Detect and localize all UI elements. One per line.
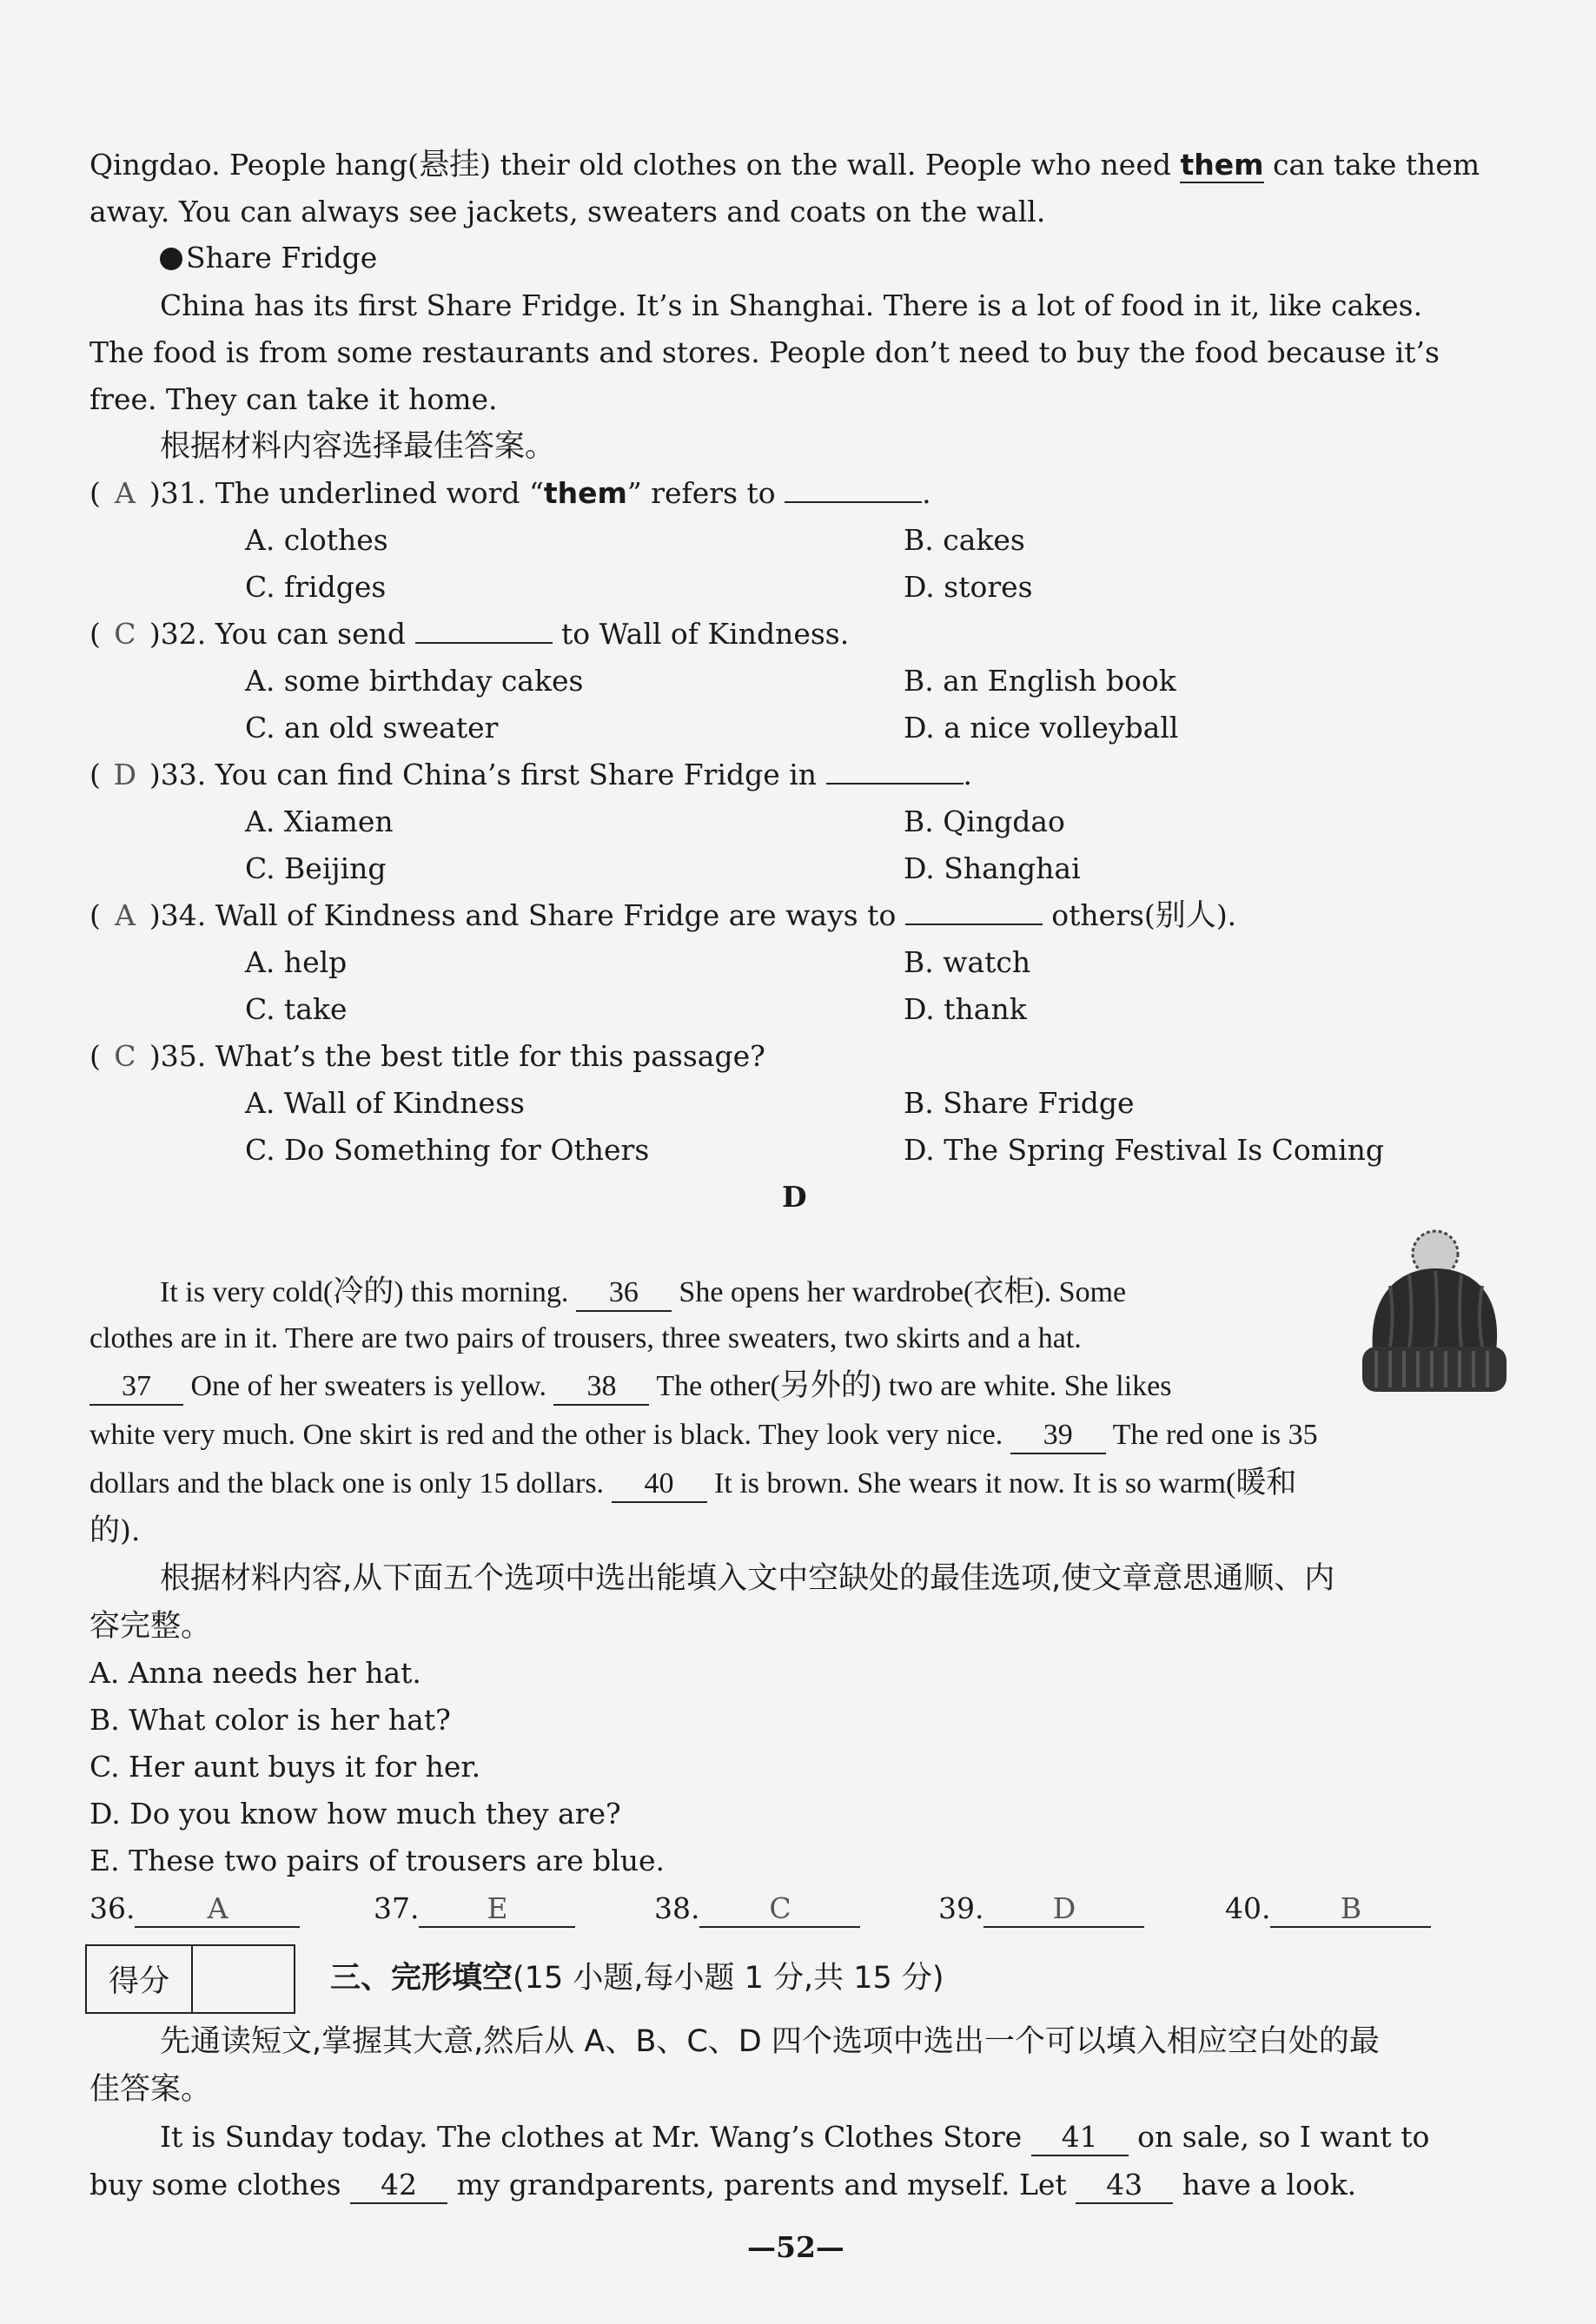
option: C. an old sweater: [245, 711, 499, 745]
option: A. Wall of Kindness: [245, 1086, 525, 1120]
passage-line: away. You can always see jackets, sweaters and coats on the wall.: [89, 195, 1046, 228]
blank-37: 37: [89, 1369, 183, 1406]
option-d: A. Anna needs her hat.: [89, 1656, 421, 1690]
option: D. The Spring Festival Is Coming: [904, 1133, 1385, 1167]
section-d-title: D: [782, 1180, 807, 1214]
option: C. Beijing: [245, 851, 387, 885]
blank-36: 36: [576, 1275, 672, 1312]
passage-line: Qingdao. People hang(悬挂) their old clothes on the wall. People who need them can take them: [89, 148, 1480, 182]
option: D. thank: [904, 992, 1027, 1026]
option: B. an English book: [904, 664, 1176, 698]
instruction-d: 根据材料内容,从下面五个选项中选出能填入文中空缺处的最佳选项,使文章意思通顺、内: [160, 1561, 1335, 1596]
option: B. cakes: [904, 523, 1025, 557]
score-label: 得分: [87, 1946, 193, 2012]
bullet-icon: [160, 248, 182, 270]
question-34: ( A )34. Wall of Kindness and Share Fridge are ways to others(别人).: [89, 898, 1237, 933]
option: D. a nice volleyball: [904, 711, 1179, 745]
option: D. stores: [904, 570, 1033, 604]
passage-line: free. They can take it home.: [89, 382, 498, 416]
option-d: C. Her aunt buys it for her.: [89, 1750, 481, 1784]
option: D. Shanghai: [904, 851, 1081, 885]
option: B. watch: [904, 945, 1031, 979]
instruction-c: 根据材料内容选择最佳答案。: [160, 429, 556, 464]
passage-d-line: dollars and the black one is only 15 dollars. 40 It is brown. She wears it now. It is so warm(暖和: [89, 1460, 1296, 1507]
option: B. Share Fridge: [904, 1086, 1135, 1120]
answer-blank: [785, 501, 922, 503]
passage-d-line: 37 One of her sweaters is yellow. 38 The other(另外的) two are white. She likes: [89, 1362, 1171, 1410]
answer-blank: [826, 783, 964, 785]
blank-39: 39: [1010, 1418, 1106, 1454]
question-32: ( C )32. You can send to Wall of Kindness.: [89, 617, 850, 651]
passage-d-line: clothes are in it. There are two pairs of trousers, three sweaters, two skirts and a hat.: [89, 1322, 1082, 1354]
blank-40: 40: [612, 1467, 707, 1503]
option: A. help: [245, 945, 348, 979]
score-field[interactable]: [193, 1946, 294, 2012]
score-box: [85, 1944, 295, 2014]
option: A. Xiamen: [245, 804, 394, 838]
option: C. take: [245, 992, 348, 1026]
question-31: ( A )31. The underlined word “them” refers to .: [89, 476, 931, 510]
passage-d-line: white very much. One skirt is red and the other is black. They look very nice. 39 The red one is 35: [89, 1412, 1318, 1459]
question-33: ( D )33. You can find China’s first Share Fridge in .: [89, 758, 973, 791]
answer-37: 37. E: [374, 1885, 575, 1932]
passage-3-line: It is Sunday today. The clothes at Mr. Wang’s Clothes Store 41 on sale, so I want to: [160, 2114, 1429, 2161]
question-35: ( C )35. What’s the best title for this passage?: [89, 1039, 765, 1073]
answer-blank: [415, 642, 553, 644]
option: C. Do Something for Others: [245, 1133, 650, 1167]
share-fridge-heading: Share Fridge: [160, 235, 377, 281]
blank-42: 42: [350, 2168, 447, 2204]
option-d: B. What color is her hat?: [89, 1703, 451, 1737]
option: C. fridges: [245, 570, 387, 604]
option-d: E. These two pairs of trousers are blue.: [89, 1844, 666, 1877]
option: A. some birthday cakes: [245, 664, 584, 698]
blank-38: 38: [553, 1369, 649, 1406]
page-number: —52—: [747, 2230, 844, 2264]
passage-3-line: buy some clothes 42 my grandparents, parents and myself. Let 43 have a look.: [89, 2162, 1356, 2208]
instruction-3: 先通读短文,掌握其大意,然后从 A、B、C、D 四个选项中选出一个可以填入相应空白处的最: [160, 2024, 1380, 2059]
blank-43: 43: [1076, 2168, 1173, 2204]
instruction-d: 容完整。: [89, 1609, 212, 1644]
answer-39: 39. D: [938, 1885, 1144, 1932]
underlined-them: them: [1180, 148, 1264, 182]
instruction-3: 佳答案。: [89, 2072, 212, 2107]
option: A. clothes: [245, 523, 388, 557]
passage-d-line: It is very cold(冷的) this morning. 36 She opens her wardrobe(衣柜). Some: [160, 1268, 1126, 1316]
section-3-heading: 三、完形填空(15 小题,每小题 1 分,共 15 分): [330, 1961, 944, 1996]
answer-blank: [905, 924, 1043, 925]
passage-line: The food is from some restaurants and stores. People don’t need to buy the food because it’s: [89, 335, 1440, 369]
answer-40: 40. B: [1225, 1885, 1431, 1932]
option: B. Qingdao: [904, 804, 1065, 838]
passage-line: China has its first Share Fridge. It’s in Shanghai. There is a lot of food in it, like cakes.: [160, 288, 1423, 322]
answer-36: 36. A: [89, 1885, 300, 1932]
answer-38: 38. C: [654, 1885, 860, 1932]
knit-hat-illustration: [1355, 1221, 1512, 1403]
option-d: D. Do you know how much they are?: [89, 1797, 621, 1831]
blank-41: 41: [1031, 2120, 1129, 2156]
passage-d-line: 的).: [89, 1513, 141, 1548]
